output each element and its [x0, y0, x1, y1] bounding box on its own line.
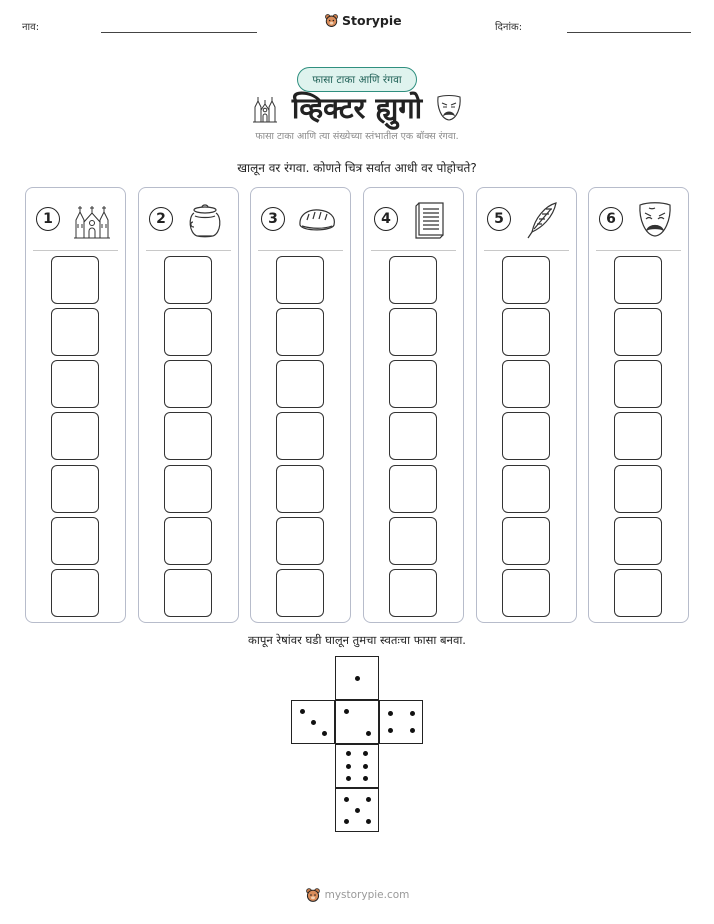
color-box[interactable]: [502, 412, 550, 460]
die-face-4: [379, 700, 423, 744]
pot-icon: [185, 200, 225, 240]
die-face-5: [335, 788, 379, 832]
die-pip: [322, 731, 327, 736]
die-pip: [355, 676, 360, 681]
die-pip: [366, 797, 371, 802]
color-box[interactable]: [389, 308, 437, 356]
die-pip: [344, 819, 349, 824]
book-icon: [410, 200, 450, 240]
color-box[interactable]: [164, 360, 212, 408]
die-pip: [311, 720, 316, 725]
color-box[interactable]: [614, 360, 662, 408]
column-number: 6: [599, 207, 623, 231]
color-box[interactable]: [614, 465, 662, 513]
color-box[interactable]: [502, 465, 550, 513]
column-divider: [484, 250, 569, 251]
quill-icon: [523, 200, 563, 240]
column-divider: [258, 250, 343, 251]
die-pip: [346, 751, 351, 756]
die-pip: [366, 731, 371, 736]
die-pip: [355, 808, 360, 813]
page-title: व्हिक्टर ह्युगो: [291, 91, 423, 125]
column-number: 1: [36, 207, 60, 231]
color-box[interactable]: [614, 412, 662, 460]
column-6: [588, 187, 689, 623]
die-pip: [346, 776, 351, 781]
color-box[interactable]: [164, 569, 212, 617]
color-box[interactable]: [389, 569, 437, 617]
color-box[interactable]: [51, 308, 99, 356]
column-2: [138, 187, 239, 623]
date-label: दिनांक:: [495, 22, 523, 33]
color-box[interactable]: [164, 517, 212, 565]
column-header: [139, 200, 238, 240]
column-header: [26, 200, 125, 240]
color-box[interactable]: [502, 308, 550, 356]
color-box[interactable]: [51, 360, 99, 408]
die-pip: [388, 728, 393, 733]
color-box[interactable]: [164, 308, 212, 356]
die-pip: [410, 711, 415, 716]
color-box[interactable]: [502, 360, 550, 408]
die-pip: [388, 711, 393, 716]
color-box[interactable]: [51, 517, 99, 565]
color-box[interactable]: [164, 465, 212, 513]
die-pip: [363, 751, 368, 756]
theater-mask-icon: [436, 94, 462, 122]
brand-name: Storypie: [342, 13, 402, 28]
die-face-3: [291, 700, 335, 744]
brand-logo: [324, 13, 402, 28]
die-pip: [344, 709, 349, 714]
subtitle: फासा टाका आणि त्या संख्येच्या स्तंभातील एक बॉक्स रंगवा.: [255, 131, 459, 142]
color-box[interactable]: [502, 256, 550, 304]
footer-url: mystorypie.com: [324, 889, 410, 901]
color-box[interactable]: [276, 465, 324, 513]
die-face-6: [335, 744, 379, 788]
color-box[interactable]: [276, 569, 324, 617]
color-box[interactable]: [276, 360, 324, 408]
color-box[interactable]: [389, 412, 437, 460]
date-line[interactable]: [567, 32, 691, 33]
theater-mask-icon: [635, 200, 675, 240]
color-box[interactable]: [389, 465, 437, 513]
bear-icon: [305, 887, 321, 903]
color-box[interactable]: [51, 256, 99, 304]
column-header: [251, 200, 350, 240]
color-box[interactable]: [614, 517, 662, 565]
color-box[interactable]: [276, 256, 324, 304]
column-number: 4: [374, 207, 398, 231]
color-box[interactable]: [389, 360, 437, 408]
column-header: [364, 200, 463, 240]
die-pip: [410, 728, 415, 733]
column-1: [25, 187, 126, 623]
column-divider: [146, 250, 231, 251]
column-header: [589, 200, 688, 240]
name-line[interactable]: [101, 32, 257, 33]
bread-icon: [297, 200, 337, 240]
color-box[interactable]: [276, 308, 324, 356]
color-box[interactable]: [502, 569, 550, 617]
column-divider: [371, 250, 456, 251]
title-row: [0, 88, 714, 127]
color-box[interactable]: [51, 569, 99, 617]
name-label: नाव:: [22, 22, 40, 33]
column-divider: [33, 250, 118, 251]
die-pip: [344, 797, 349, 802]
die-pip: [363, 776, 368, 781]
die-face-2: [335, 700, 379, 744]
color-box[interactable]: [614, 256, 662, 304]
color-box[interactable]: [614, 569, 662, 617]
die-face-1: [335, 656, 379, 700]
activity-badge: फासा टाका आणि रंगवा: [297, 67, 417, 92]
column-3: [250, 187, 351, 623]
color-box[interactable]: [51, 412, 99, 460]
die-pip: [346, 764, 351, 769]
cut-instruction: कापून रेषांवर घडी घालून तुमचा स्वतःचा फासा बनवा.: [248, 633, 466, 647]
column-number: 2: [149, 207, 173, 231]
color-box[interactable]: [164, 412, 212, 460]
instruction: खालून वर रंगवा. कोणते चित्र सर्वात आधी वर पोहोचते?: [237, 161, 477, 175]
column-4: [363, 187, 464, 623]
color-box[interactable]: [502, 517, 550, 565]
color-box[interactable]: [51, 465, 99, 513]
column-5: [476, 187, 577, 623]
footer: [0, 887, 714, 903]
column-divider: [596, 250, 681, 251]
die-pip: [300, 709, 305, 714]
color-box[interactable]: [614, 308, 662, 356]
color-box[interactable]: [389, 517, 437, 565]
column-header: [477, 200, 576, 240]
column-number: 5: [487, 207, 511, 231]
color-box[interactable]: [389, 256, 437, 304]
color-box[interactable]: [276, 412, 324, 460]
die-pip: [363, 764, 368, 769]
die-pip: [366, 819, 371, 824]
bear-icon: [324, 13, 339, 28]
column-number: 3: [261, 207, 285, 231]
cathedral-icon: [72, 200, 112, 240]
color-box[interactable]: [276, 517, 324, 565]
color-box[interactable]: [164, 256, 212, 304]
cathedral-icon: [252, 93, 278, 123]
